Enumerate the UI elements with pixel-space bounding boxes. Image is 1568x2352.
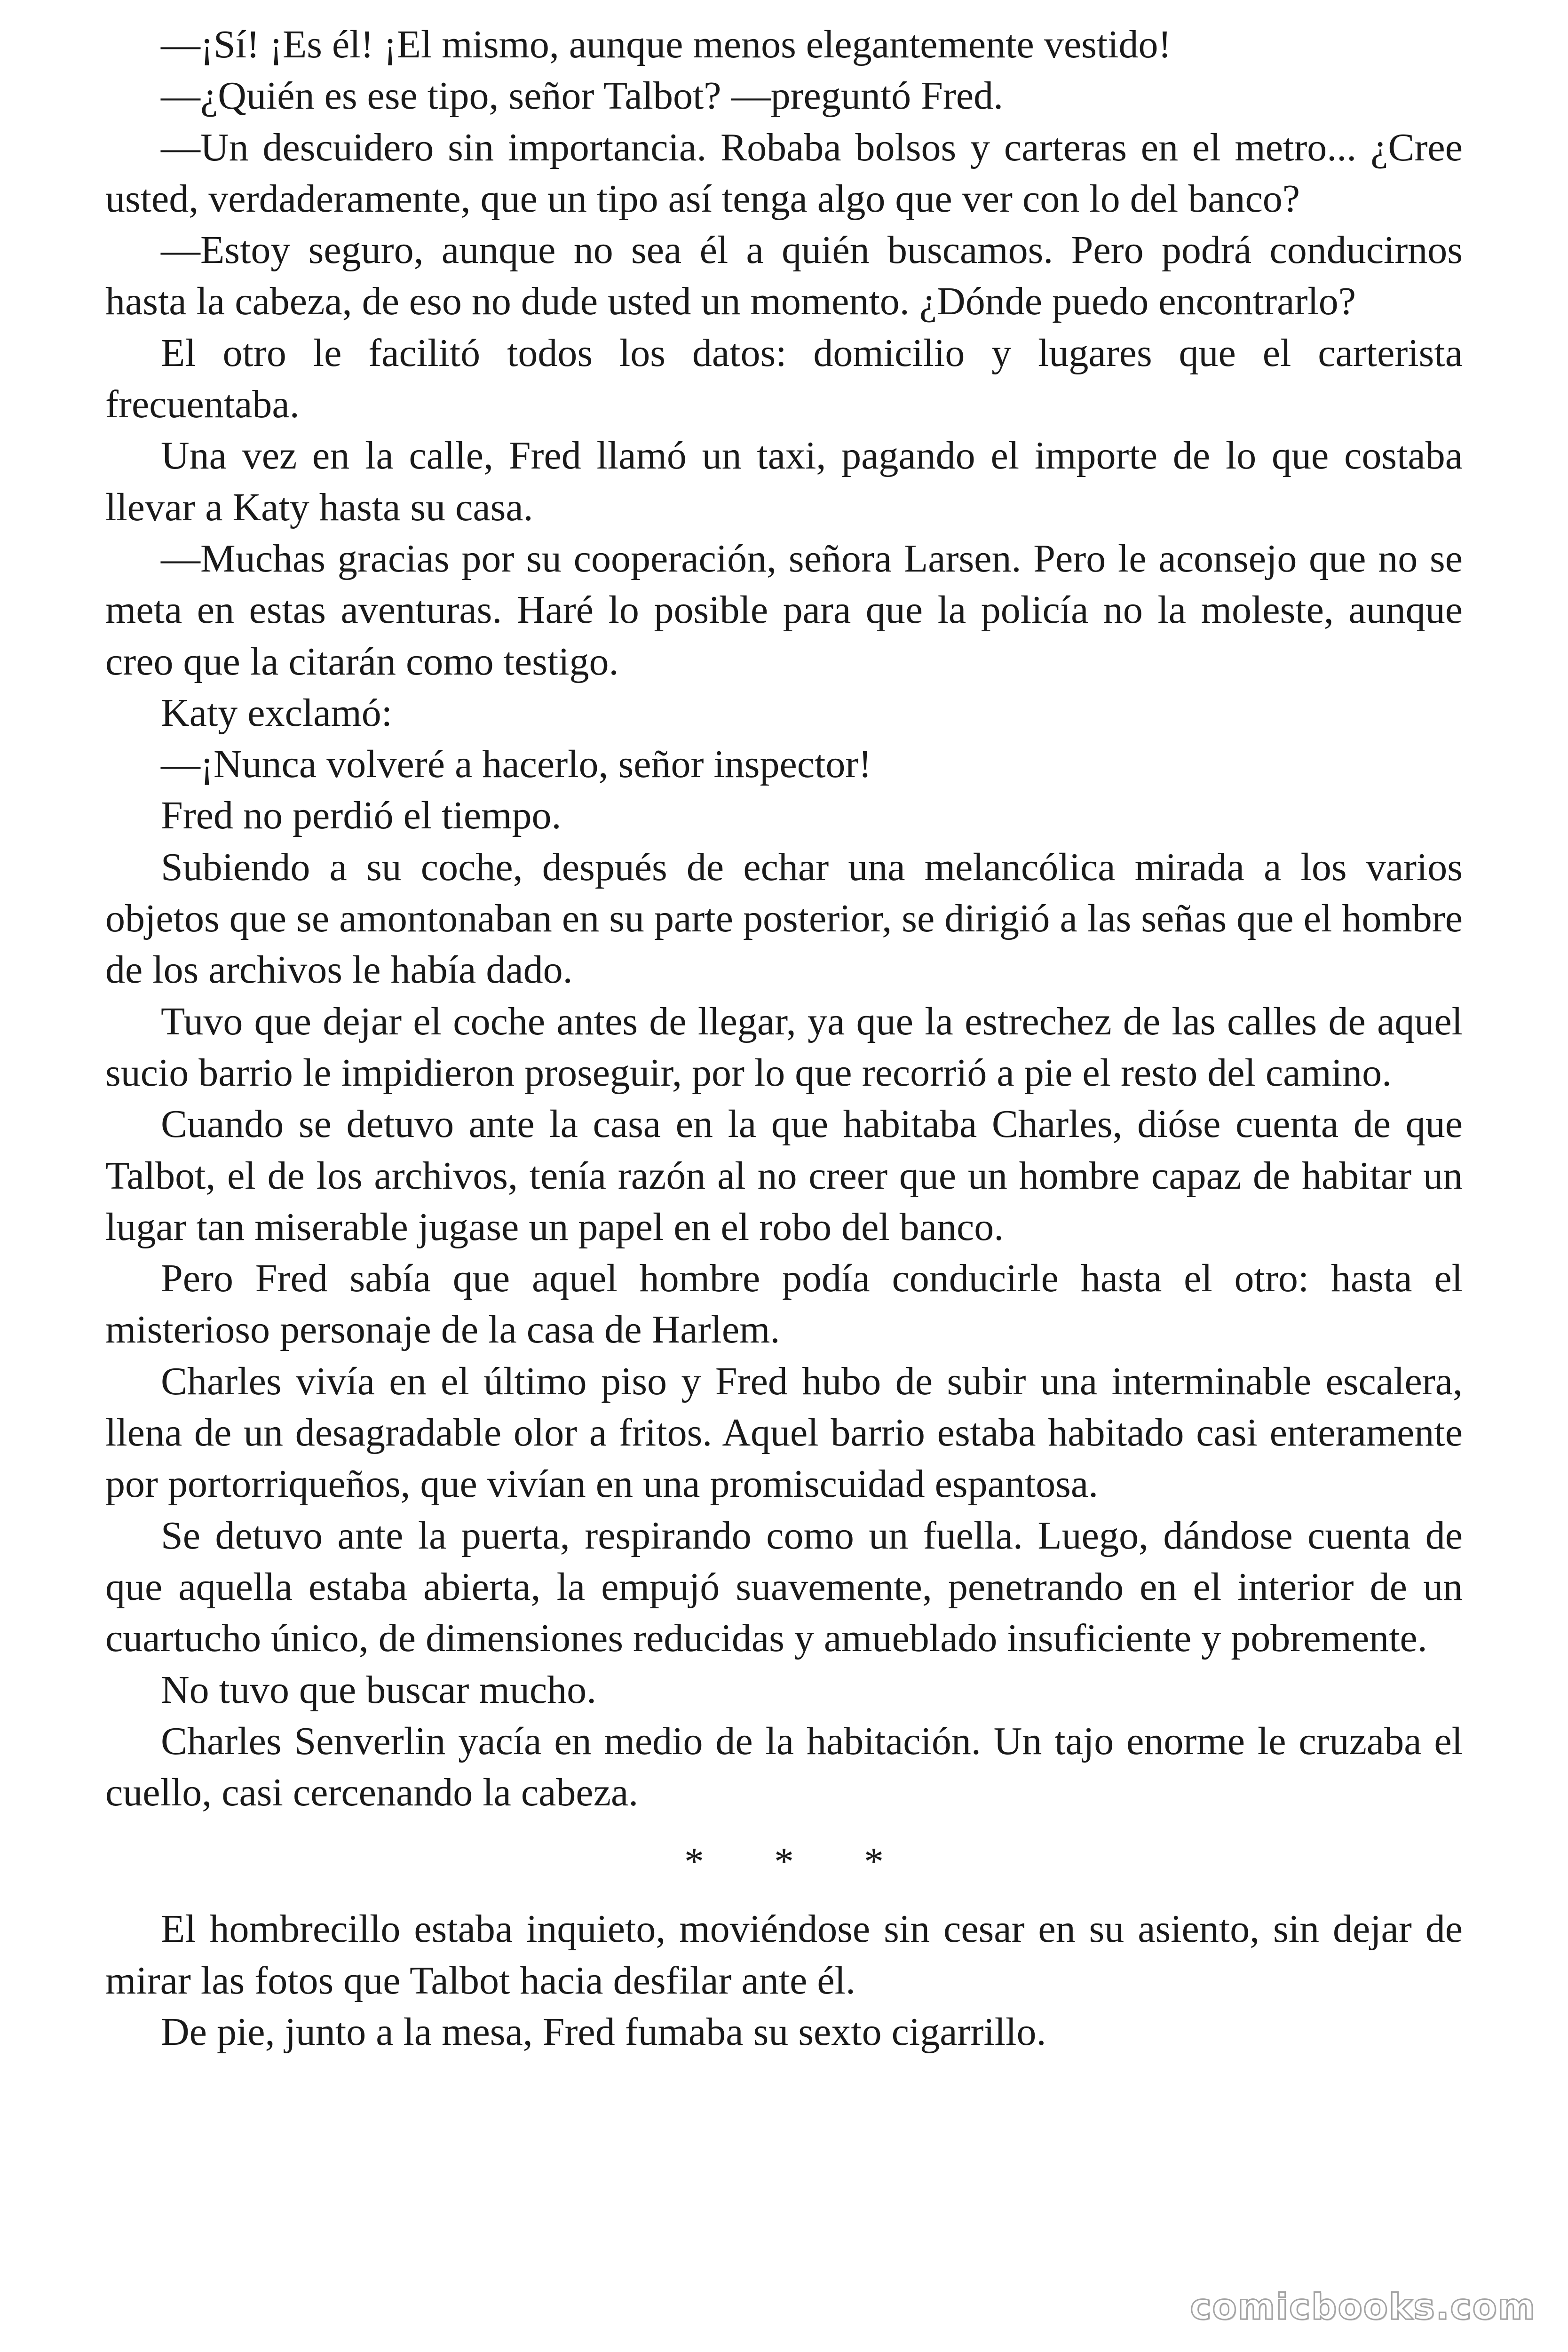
paragraph-19: El hombrecillo estaba inquieto, moviéndose sin cesar en su asiento, sin dejar de mirar las fotos que Talbot hacia desfilar ante él. bbox=[105, 1907, 1463, 2002]
paragraph-9: —¡Nunca volveré a hacerlo, señor inspector! bbox=[161, 742, 872, 787]
paragraph-11: Subiendo a su coche, después de echar una melancólica mirada a los varios objetos que se amontonaban en su parte posterior, se dirigió a las señas que el hombre de los archivos le había dado. bbox=[105, 845, 1463, 992]
paragraph-5: El otro le facilitó todos los datos: domicilio y lugares que el carterista frecuentaba. bbox=[105, 331, 1463, 427]
document-page bbox=[105, 19, 1463, 2058]
paragraph-7: —Muchas gracias por su cooperación, señora Larsen. Pero le aconsejo que no se meta en estas aventuras. Haré lo posible para que la policía no la moleste, aunque creo que la citarán como testigo. bbox=[105, 536, 1463, 683]
paragraph-1: —¡Sí! ¡Es él! ¡El mismo, aunque menos elegantemente vestido! bbox=[161, 23, 1172, 66]
paragraph-20: De pie, junto a la mesa, Fred fumaba su sexto cigarrillo. bbox=[161, 2010, 1046, 2054]
section-separator: * * * bbox=[684, 1840, 914, 1884]
paragraph-4: —Estoy seguro, aunque no sea él a quién buscamos. Pero podrá conducirnos hasta la cabeza, de eso no dude usted un momento. ¿Dónde puedo encontrarlo? bbox=[105, 228, 1463, 324]
paragraph-10: Fred no perdió el tiempo. bbox=[161, 794, 562, 838]
paragraph-2: —¿Quién es ese tipo, señor Talbot? —preguntó Fred. bbox=[161, 74, 1004, 118]
paragraph-18: Charles Senverlin yacía en medio de la habitación. Un tajo enorme le cruzaba el cuello, casi cercenando la cabeza. bbox=[105, 1719, 1463, 1815]
watermark: comicbooks.com bbox=[1190, 2286, 1536, 2328]
paragraph-6: Una vez en la calle, Fred llamó un taxi, pagando el importe de lo que costaba llevar a Katy hasta su casa. bbox=[105, 434, 1463, 529]
paragraph-12: Tuvo que dejar el coche antes de llegar, ya que la estrechez de las calles de aquel sucio barrio le impidieron proseguir, por lo que recorrió a pie el resto del camino. bbox=[105, 999, 1463, 1095]
paragraph-15: Charles vivía en el último piso y Fred hubo de subir una interminable escalera, llena de un desagradable olor a fritos. Aquel barrio estaba habitado casi enteramente por portorriqueños, que vivían en una promiscuidad espantosa. bbox=[105, 1359, 1463, 1506]
paragraph-14: Pero Fred sabía que aquel hombre podía conducirle hasta el otro: hasta el misterioso personaje de la casa de Harlem. bbox=[105, 1256, 1463, 1352]
paragraph-3: —Un descuidero sin importancia. Robaba bolsos y carteras en el metro... ¿Cree usted, verdaderamente, que un tipo así tenga algo que ver con lo del banco? bbox=[105, 125, 1463, 221]
paragraph-13: Cuando se detuvo ante la casa en la que habitaba Charles, dióse cuenta de que Talbot, el de los archivos, tenía razón al no creer que un hombre capaz de habitar un lugar tan miserable jugase un papel en el robo del banco. bbox=[105, 1102, 1463, 1249]
paragraph-16: Se detuvo ante la puerta, respirando como un fuella. Luego, dándose cuenta de que aquella estaba abierta, la empujó suavemente, penetrando en el interior de un cuartucho único, de dimensiones reducidas y amueblado insuficiente y pobremente. bbox=[105, 1513, 1463, 1661]
paragraph-17: No tuvo que buscar mucho. bbox=[161, 1668, 597, 1712]
paragraph-8: Katy exclamó: bbox=[161, 691, 393, 735]
